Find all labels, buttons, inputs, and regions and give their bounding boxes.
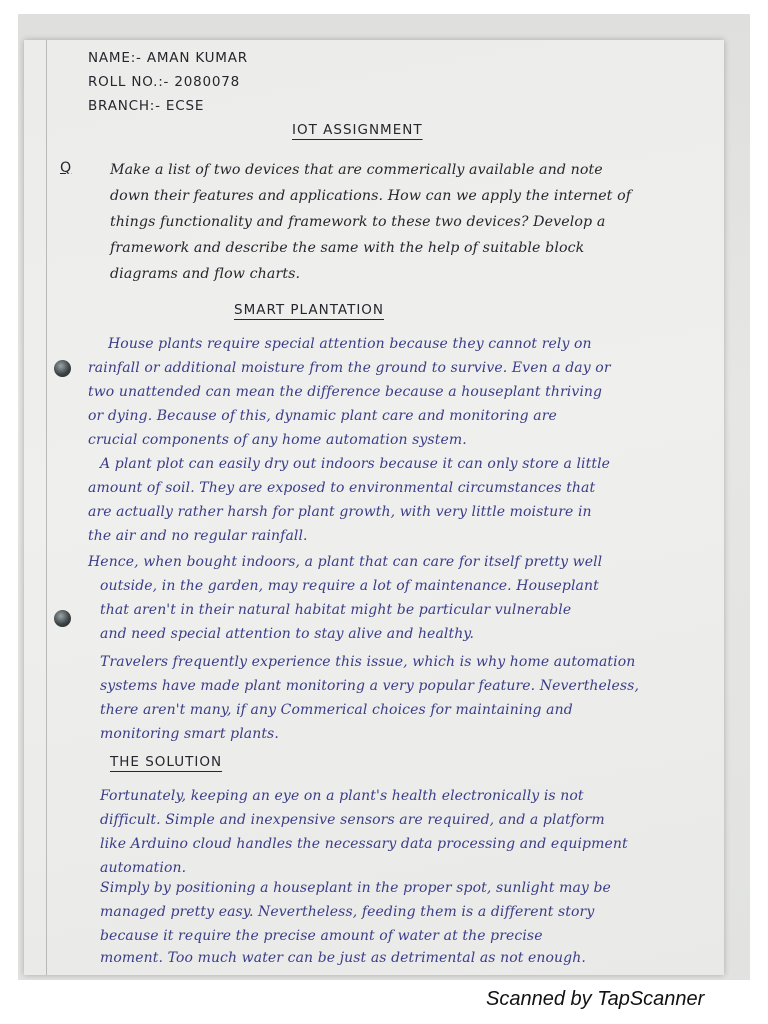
- text-line: Hence, when bought indoors, a plant that can care for itself pretty well: [88, 554, 603, 570]
- question-line: things functionality and framework to these two devices? Develop a: [110, 214, 606, 230]
- assignment-title: IOT ASSIGNMENT: [292, 122, 423, 138]
- question-line: Make a list of two devices that are commerically available and note: [110, 162, 603, 178]
- text-line: crucial components of any home automation system.: [88, 432, 467, 448]
- text-line: two unattended can mean the difference because a houseplant thriving: [88, 384, 603, 400]
- page-margin-line: [46, 40, 47, 975]
- text-line: systems have made plant monitoring a very popular feature. Nevertheless,: [100, 678, 640, 694]
- text-line: or dying. Because of this, dynamic plant care and monitoring are: [88, 408, 557, 424]
- scanned-photo: [18, 14, 750, 980]
- text-line: House plants require special attention because they cannot rely on: [108, 336, 592, 352]
- text-line: because it require the precise amount of water at the precise: [100, 928, 543, 944]
- text-line: difficult. Simple and inexpensive sensors are required, and a platform: [100, 812, 605, 828]
- binder-hole-bottom: [54, 610, 71, 627]
- text-line: Simply by positioning a houseplant in the proper spot, sunlight may be: [100, 880, 611, 896]
- text-line: outside, in the garden, may require a lot of maintenance. Houseplant: [100, 578, 599, 594]
- text-line: A plant plot can easily dry out indoors because it can only store a little: [100, 456, 611, 472]
- text-line: automation.: [100, 860, 187, 876]
- text-line: monitoring smart plants.: [100, 726, 279, 742]
- text-line: rainfall or additional moisture from the ground to survive. Even a day or: [88, 360, 611, 376]
- text-line: Travelers frequently experience this issue, which is why home automation: [100, 654, 636, 670]
- text-line: moment. Too much water can be just as detrimental as not enough.: [100, 950, 586, 966]
- text-line: like Arduino cloud handles the necessary data processing and equipment: [100, 836, 628, 852]
- question-line: down their features and applications. How can we apply the internet of: [110, 188, 632, 204]
- question-marker: Q: [60, 160, 72, 176]
- notebook-page: [24, 40, 724, 975]
- text-line: Fortunately, keeping an eye on a plant's health electronically is not: [100, 788, 584, 804]
- text-line: managed pretty easy. Nevertheless, feeding them is a different story: [100, 904, 595, 920]
- binder-hole-top: [54, 360, 71, 377]
- text-line: and need special attention to stay alive and healthy.: [100, 626, 475, 642]
- text-line: the air and no regular rainfall.: [88, 528, 308, 544]
- text-line: there aren't many, if any Commerical choices for maintaining and: [100, 702, 573, 718]
- roll-number: ROLL NO.:- 2080078: [88, 74, 241, 90]
- branch: BRANCH:- ECSE: [88, 98, 205, 114]
- student-name: NAME:- AMAN KUMAR: [88, 50, 248, 66]
- text-line: amount of soil. They are exposed to environmental circumstances that: [88, 480, 596, 496]
- text-line: that aren't in their natural habitat might be particular vulnerable: [100, 602, 572, 618]
- section-title-smart-plantation: SMART PLANTATION: [234, 302, 385, 318]
- scanner-watermark: Scanned by TapScanner: [486, 988, 705, 1010]
- text-line: are actually rather harsh for plant growth, with very little moisture in: [88, 504, 592, 520]
- question-line: framework and describe the same with the help of suitable block: [110, 240, 585, 256]
- section-title-the-solution: THE SOLUTION: [110, 754, 223, 770]
- question-line: diagrams and flow charts.: [110, 266, 301, 282]
